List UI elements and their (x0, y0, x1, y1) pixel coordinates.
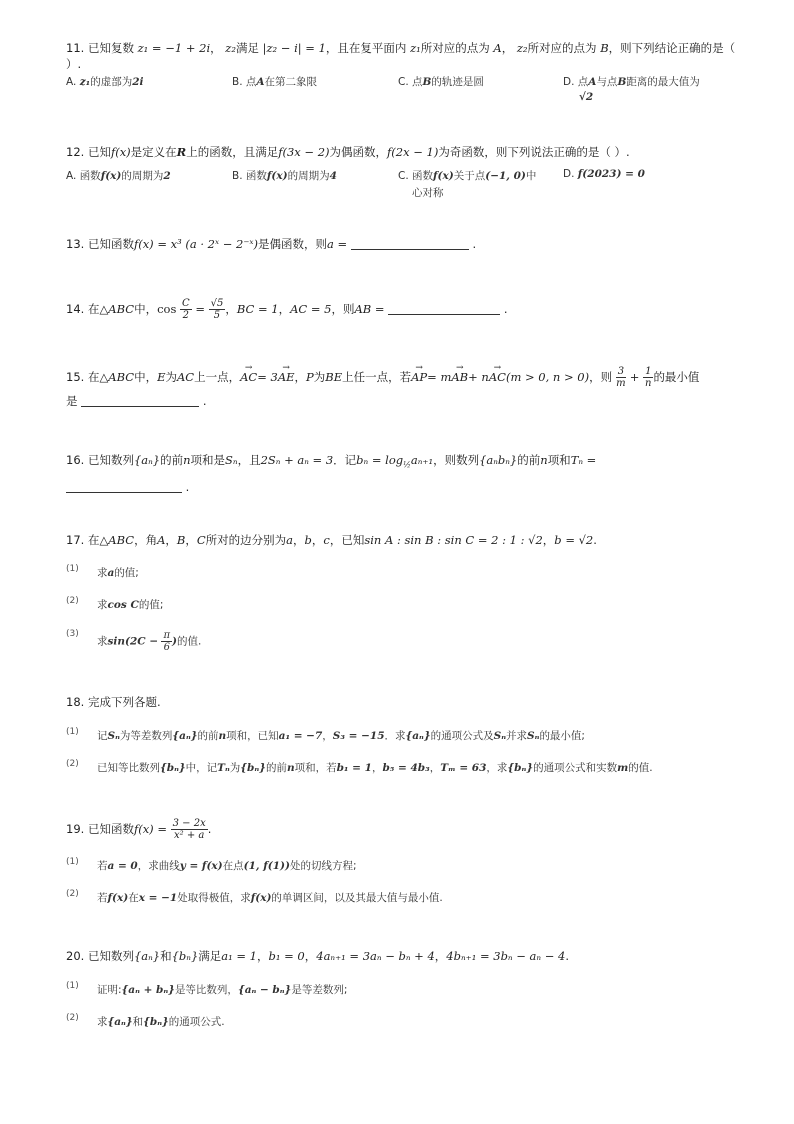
q20-math: 4aₙ₊₁ = 3aₙ − bₙ + 4 (316, 949, 435, 963)
q16-math: ½ (403, 460, 411, 470)
sub-text: 求 (97, 567, 108, 579)
q15-text: 中， (134, 370, 158, 384)
sub-math: a (107, 567, 115, 579)
subquestion-number: (1) (66, 981, 79, 991)
q14-math: △ABC (99, 302, 135, 316)
q16-text: 项和是 (190, 453, 226, 467)
option-label: B. (232, 170, 243, 182)
answer-blank[interactable] (351, 249, 469, 250)
option-text: 关于点 (453, 170, 486, 182)
sub-math: Sₙ (527, 730, 540, 742)
q15-text: 上一点， (194, 370, 241, 384)
sub-text: 的通项公式及 (430, 730, 494, 742)
q16-text: ，则数列 (433, 453, 480, 467)
q17-math: b (304, 533, 312, 547)
q17-text: ，角 (134, 533, 158, 547)
option-label: A. (66, 76, 77, 88)
fraction-denominator: n (645, 378, 652, 389)
vector: → AC (240, 369, 257, 385)
q12-math: f(x) (110, 145, 131, 159)
sub-math: x = −1 (138, 892, 178, 904)
vector: → AE (278, 369, 295, 385)
q14-math: = (195, 302, 205, 316)
q20-text: ， (257, 949, 269, 963)
q15-text: ， (294, 370, 307, 384)
q11-text: 所对应的点为 (527, 41, 597, 55)
option-text: 函数 (79, 170, 101, 182)
sub-text: 的值. (177, 635, 202, 648)
q20-text: 20. 已知数列 (66, 949, 134, 963)
q17-text: ， (185, 533, 197, 547)
sub-text: 为等差数列 (119, 730, 173, 742)
q19-text: 19. 已知函数 (66, 822, 134, 836)
fraction-numerator: C (182, 298, 190, 309)
q11-text: ， (501, 41, 514, 55)
q13-text: . (472, 237, 477, 251)
q12-text: 12. 已知 (66, 145, 111, 159)
q15-text: 15. 在 (66, 370, 100, 384)
option-label: C. (398, 170, 409, 182)
question-15 (66, 366, 754, 409)
q15-math: + n (468, 370, 489, 384)
q19-math: f(x) = (133, 822, 167, 836)
sub-text: 是等比数列， (174, 984, 238, 996)
sub-text: 是等差数列; (291, 984, 348, 996)
question-14 (66, 298, 754, 321)
subquestion-number: (1) (66, 727, 79, 737)
q15-fraction (643, 366, 653, 389)
q15-text: ，则 (589, 370, 613, 384)
q15-math: + (629, 370, 640, 384)
q13-math: f(x) = x³ (a · 2ˣ − 2⁻ˣ) (133, 237, 258, 251)
q16-text: ，且 (237, 453, 261, 467)
q11-options (66, 74, 766, 110)
q15-text: 是 (66, 394, 78, 408)
q17-text: . (593, 533, 597, 547)
q16-math: {aₙ} (133, 453, 161, 467)
sub-text: 若 (97, 860, 108, 872)
sub-math: m (617, 762, 629, 774)
q14-math: AC = 5 (290, 302, 332, 316)
sub-text: 已知等比数列 (97, 762, 160, 774)
q16-text: 16. 已知数列 (66, 453, 134, 467)
sub-math: f(x) (107, 892, 129, 904)
q20-text: ， (434, 949, 447, 963)
question-17 (66, 532, 754, 548)
q14-text: ， (278, 302, 291, 316)
answer-blank[interactable] (66, 492, 182, 493)
q17-math: A (157, 533, 166, 547)
sub-text: 中，记 (185, 762, 218, 774)
option-label: D. (563, 168, 575, 180)
sub-text: 处取得极值，求 (177, 892, 251, 904)
option-text: 在第二象限 (264, 76, 318, 88)
q11-math: |z₂ − i| = 1 (262, 41, 326, 55)
fraction-denominator: m (616, 378, 626, 389)
q16-math: 2Sₙ + aₙ = 3 (260, 453, 334, 467)
q12-text: 上的函数，且满足 (186, 145, 279, 159)
q11-text: ， (210, 41, 222, 55)
sub-math: ) (172, 635, 178, 648)
option-text: 函数 (245, 170, 267, 182)
sub-text: 求 (97, 1016, 108, 1028)
q17-math: a (286, 533, 294, 547)
sub-math: {aₙ} (405, 730, 431, 742)
option-math: B (422, 76, 432, 88)
sub-text: 的单调区间，以及其最大值与最小值. (271, 892, 443, 904)
q16-math: bₙ = log (356, 453, 404, 467)
sub-math: {bₙ} (160, 762, 186, 774)
sub-math: (1, f(1)) (243, 860, 290, 872)
sub-math: a = 0 (107, 860, 138, 872)
subquestion-number: (2) (66, 1013, 79, 1023)
q16-math: aₙ₊₁ (410, 453, 434, 467)
q17-text: ， (311, 533, 324, 547)
sub-math: Tₙ (217, 762, 230, 774)
q14-text: ，则 (331, 302, 355, 316)
sub-math: a₁ = −7 (278, 730, 323, 742)
option-math: 2i (132, 76, 144, 88)
q16-math: Tₙ = (570, 453, 597, 467)
question-18 (66, 694, 754, 710)
sub-text: 的值; (138, 599, 164, 611)
q15-math: P (306, 370, 314, 384)
sub-text: ．求 (384, 730, 406, 742)
q12-math: f(3x − 2) (278, 145, 330, 159)
fraction-denominator: 6 (163, 642, 170, 653)
sub-math: n (286, 762, 295, 774)
q11-math: z₂ (225, 41, 236, 55)
q14-math: AB = (354, 302, 385, 316)
q15-math: AC (176, 370, 195, 384)
sub-text: 项和，已知 (226, 730, 279, 742)
q13-text: 13. 已知函数 (66, 237, 134, 251)
q17-text: 17. 在 (66, 533, 100, 547)
q15-math: = 3 (257, 370, 278, 384)
option-math: f(x) (100, 170, 122, 182)
option-text: 的轨迹是圆 (431, 76, 484, 88)
q18-text: 18. 完成下列各题. (66, 695, 161, 709)
option-text: 点 (245, 76, 257, 88)
sub-math: {aₙ + bₙ} (121, 984, 175, 996)
vector: → AC (489, 369, 506, 385)
option-label: D. (563, 76, 575, 88)
vector: → AB (451, 369, 468, 385)
q15-math: BE (325, 370, 343, 384)
q11-option-d[interactable] (563, 74, 700, 103)
subquestion-number: (3) (66, 629, 79, 639)
fraction-denominator: x² + a (174, 830, 205, 841)
subquestion-number: (2) (66, 759, 79, 769)
q16-math: {aₙbₙ} (479, 453, 518, 467)
sub-text: ， (371, 762, 383, 774)
sub-math: {aₙ} (107, 1016, 133, 1028)
sub-fraction (161, 630, 172, 653)
sub-text: 求 (97, 599, 108, 611)
q20-text: ， (304, 949, 317, 963)
q17-math: △ABC (99, 533, 135, 547)
answer-blank[interactable] (388, 314, 500, 315)
sub-text: 记 (97, 730, 108, 742)
question-13 (66, 236, 754, 252)
q14-text: . (503, 302, 508, 316)
q17-math: sin A : sin B : sin C = 2 : 1 : √2 (364, 533, 543, 547)
sub-text: 的通项公式. (168, 1016, 225, 1028)
q12-math: R (176, 145, 187, 159)
subquestion-number: (1) (66, 857, 79, 867)
q14-fraction (209, 298, 226, 321)
q19-text: . (207, 822, 212, 836)
q12-option-a[interactable] (66, 168, 171, 183)
fraction-denominator: 2 (182, 310, 190, 321)
q14-text: 中， (134, 302, 158, 316)
option-text: 距离的最大值为 (626, 76, 700, 88)
q11-option-c[interactable] (398, 74, 484, 89)
option-text: 中 (525, 170, 537, 182)
sub-math: {bₙ} (507, 762, 534, 774)
option-math: B (617, 76, 627, 88)
q20-text: . (565, 949, 569, 963)
q17-text: ， (165, 533, 177, 547)
q14-math: BC = 1 (236, 302, 279, 316)
q14-text: ， (225, 302, 237, 316)
q11-math: z₁ = −1 + 2i (137, 41, 211, 55)
sub-text: 的值. (628, 762, 653, 774)
q15-math: △ABC (99, 370, 135, 384)
sub-math: y = f(x) (179, 860, 223, 872)
sub-text: 项和，若 (294, 762, 337, 774)
q15-text: 为 (313, 370, 326, 384)
option-text: 心对称 (412, 187, 444, 199)
sub-text: ，求 (486, 762, 508, 774)
sub-math: b₁ = 1 (336, 762, 372, 774)
q16-math: Sₙ (225, 453, 238, 467)
option-math: √2 (579, 91, 594, 103)
q14-fraction (180, 298, 192, 321)
q20-math: {aₙ} (133, 949, 161, 963)
option-text: 的虚部为 (90, 76, 133, 88)
sub-math: {bₙ} (143, 1016, 169, 1028)
option-text: 点 (577, 76, 589, 88)
sub-math: f(x) (250, 892, 272, 904)
q17-text: ， (293, 533, 305, 547)
fraction-numerator: √5 (210, 298, 224, 309)
vector: → AP (411, 369, 427, 385)
sub-math: {bₙ} (240, 762, 266, 774)
q12-options (66, 168, 766, 202)
q16-text: 的前 (517, 453, 541, 467)
q15-text: 为 (165, 370, 177, 384)
sub-text: 在点 (222, 860, 244, 872)
sub-text: 处的切线方程; (289, 860, 357, 872)
sub-text: 的最小值; (539, 730, 585, 742)
question-19 (66, 818, 754, 841)
sub-text: 证明: (97, 984, 122, 996)
q12-text: 为奇函数，则下列说法正确的是（ ）. (438, 145, 630, 159)
q12-math: f(2x − 1) (387, 145, 439, 159)
q11-math: z₁ (410, 41, 421, 55)
q15-math: (m > 0, n > 0) (505, 370, 590, 384)
q15-text: 上任一点，若 (342, 370, 412, 384)
option-label: C. (398, 76, 409, 88)
q17-math: B (176, 533, 186, 547)
q17-text: ，已知 (329, 533, 365, 547)
q15-text: 的最小值 (653, 370, 700, 384)
q11-text: 所对应的点为 (420, 41, 490, 55)
q16-math: n (183, 453, 191, 467)
q11-option-b[interactable] (232, 74, 317, 89)
sub-math: b₅ = 4b₃ (382, 762, 430, 774)
fraction-numerator: 3 (617, 366, 625, 377)
q11-stem-close: ）. (66, 57, 82, 71)
sub-math: n (218, 730, 227, 742)
subquestion-number: (2) (66, 596, 79, 606)
subquestion-number: (1) (66, 564, 79, 574)
fraction-denominator: 5 (213, 310, 221, 321)
sub-text: ， (429, 762, 441, 774)
q13-text: 是偶函数，则 (257, 237, 327, 251)
sub-text: ， (322, 730, 333, 742)
q16-math: n (540, 453, 548, 467)
sub-text: 的前 (265, 762, 287, 774)
q20-math: a₁ = 1 (221, 949, 257, 963)
option-math: 4 (329, 170, 337, 182)
q11-math: B (600, 41, 609, 55)
question-16 (66, 452, 754, 495)
option-math: A (256, 76, 265, 88)
sub-text: 为 (229, 762, 241, 774)
q16-text: 的前 (160, 453, 184, 467)
sub-text: 的前 (197, 730, 219, 742)
option-text: 函数 (412, 170, 434, 182)
q20-text: 满足 (198, 949, 222, 963)
sub-text: 并求 (506, 730, 528, 742)
q12-option-b[interactable] (232, 168, 337, 183)
subquestion-number: (2) (66, 889, 79, 899)
sub-math: sin(2C − (107, 635, 159, 648)
sub-text: 若 (97, 892, 108, 904)
option-label: B. (232, 76, 243, 88)
q16-text: . (185, 480, 190, 495)
q16-text: 项和 (547, 453, 571, 467)
sub-text: 和 (132, 1016, 144, 1028)
fraction-numerator: 3 − 2x (172, 818, 206, 829)
sub-math: Tₘ = 63 (440, 762, 487, 774)
q17-text: 所对的边分别为 (205, 533, 287, 547)
q15-math: = m (427, 370, 452, 384)
fraction-numerator: 1 (645, 366, 652, 377)
sub-text: 的值; (114, 567, 139, 579)
sub-math: {aₙ} (172, 730, 198, 742)
option-math: f(2023) = 0 (577, 168, 645, 180)
q17-math: b = √2 (554, 533, 594, 547)
question-11 (66, 40, 754, 72)
option-math: A (588, 76, 597, 88)
q19-fraction (171, 818, 208, 841)
fraction-numerator: π (163, 630, 171, 641)
option-label: A. (66, 170, 77, 182)
q11-text: 满足 (235, 41, 259, 55)
q11-stem: 11. 已知复数 (66, 41, 134, 55)
q17-math: C (196, 533, 206, 547)
option-text: 点 (412, 76, 423, 88)
q14-math: cos (157, 302, 177, 316)
q17-text: ， (542, 533, 555, 547)
q12-option-c[interactable] (398, 168, 536, 200)
option-text: 的周期为 (121, 170, 164, 182)
q11-text: ，且在复平面内 (325, 41, 407, 55)
q12-text: 是定义在 (130, 145, 177, 159)
sub-text: ，求曲线 (137, 860, 180, 872)
q17-math: c (323, 533, 330, 547)
sub-math: S₃ = −15 (332, 730, 385, 742)
q15-math: E (157, 370, 166, 384)
option-math: (−1, 0) (485, 170, 526, 182)
q12-option-d[interactable] (563, 168, 645, 180)
q14-text: 14. 在 (66, 302, 100, 316)
q15-fraction (616, 366, 626, 389)
option-math: 2 (163, 170, 171, 182)
sub-math: cos C (107, 599, 139, 611)
option-math: z₁ (79, 76, 91, 88)
q11-text: ，则下列结论正确的是（ (608, 41, 736, 55)
q13-math: a = (326, 237, 348, 251)
q20-math: b₁ = 0 (268, 949, 305, 963)
sub-math: Sₙ (493, 730, 507, 742)
q11-math: z₂ (516, 41, 528, 55)
q11-math: A (493, 41, 502, 55)
q20-math: 4bₙ₊₁ = 3bₙ − aₙ − 4 (446, 949, 566, 963)
option-math: f(x) (433, 170, 454, 182)
answer-blank[interactable] (81, 406, 199, 407)
q20-text: 和 (160, 949, 172, 963)
sub-math: {aₙ − bₙ} (237, 984, 292, 996)
sub-math: Sₙ (107, 730, 120, 742)
option-math: f(x) (266, 170, 288, 182)
q20-math: {bₙ} (171, 949, 199, 963)
question-12 (66, 144, 754, 160)
q11-option-a[interactable] (66, 74, 144, 89)
sub-text: 在 (128, 892, 139, 904)
question-20 (66, 948, 754, 964)
option-text: 的周期为 (287, 170, 330, 182)
sub-text: 的通项公式和实数 (533, 762, 618, 774)
q15-text: . (202, 394, 207, 408)
sub-text: 求 (97, 635, 108, 648)
q12-text: 为偶函数， (329, 145, 388, 159)
option-text: 与点 (596, 76, 618, 88)
q16-text: ．记 (333, 453, 357, 467)
